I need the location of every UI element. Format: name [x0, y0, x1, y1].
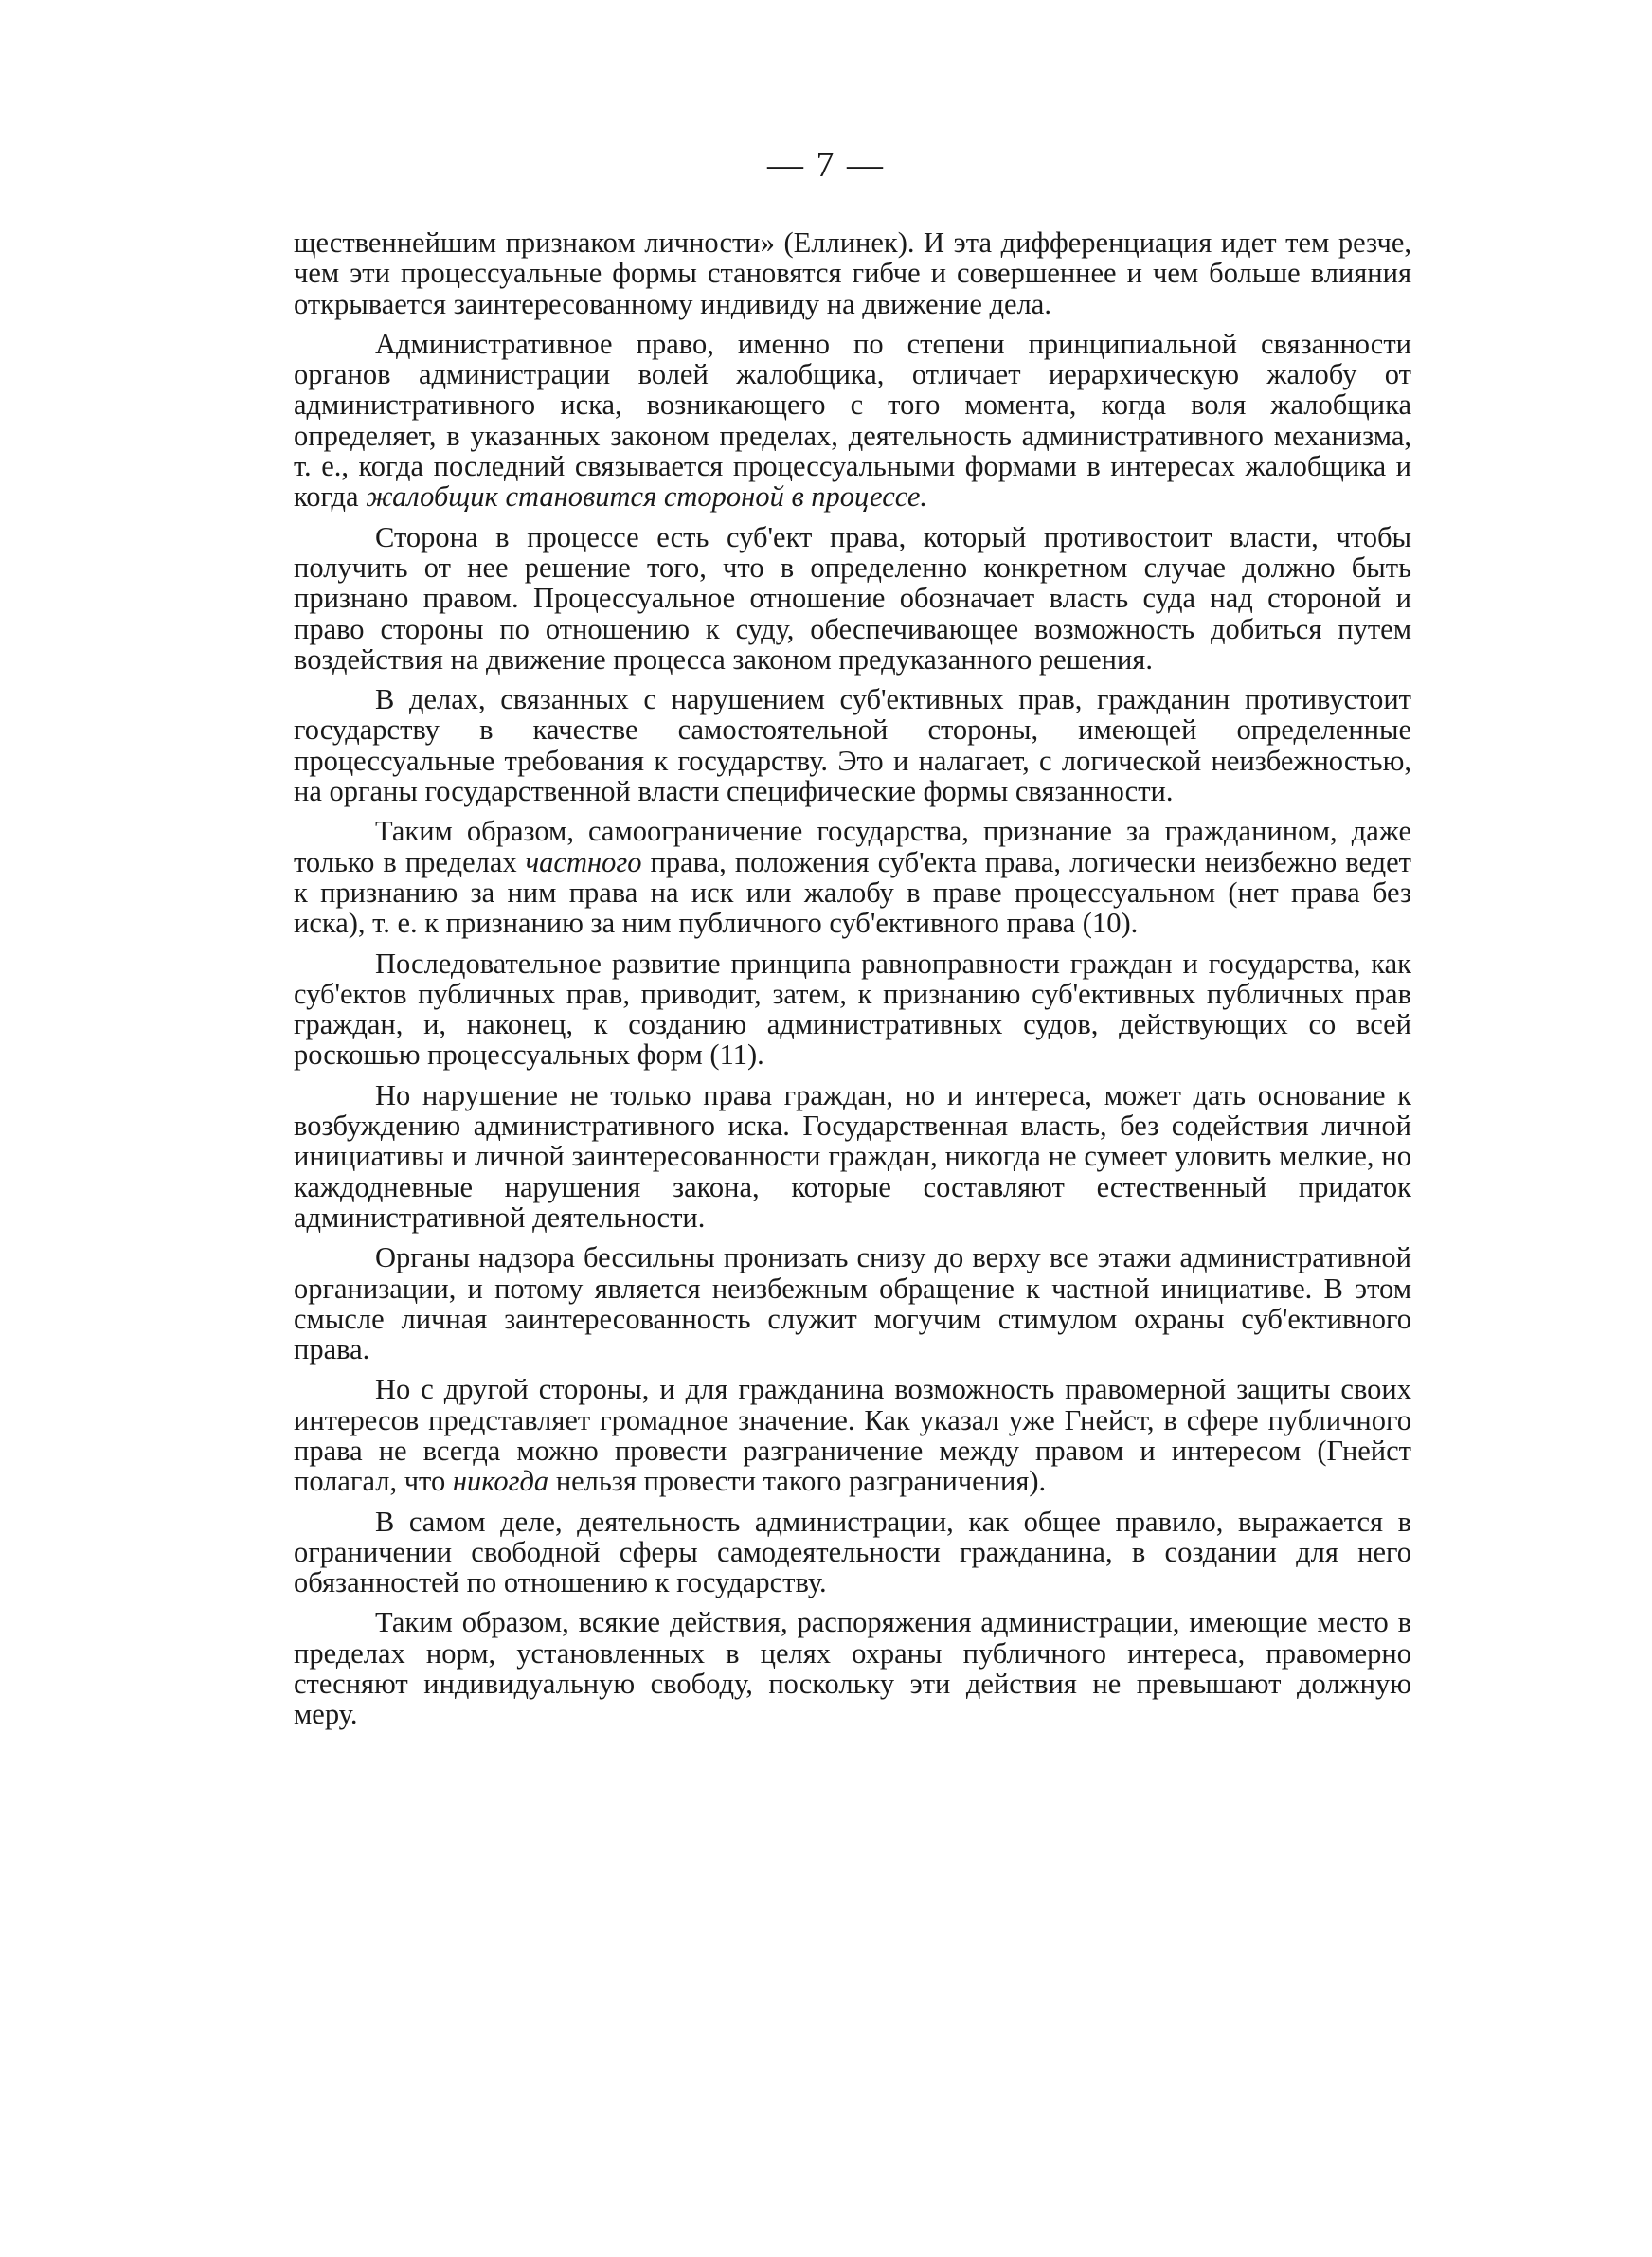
paragraph-text: щественнейшим признаком личности» (Еллинек). И эта дифференциация идет тем резче, чем эти процессуальные формы становятся гибче и совершеннее и чем больше влияния открывается заинтересованному индивиду на движение дела. — [294, 226, 1411, 320]
paragraph-text: Таким образом, всякие действия, распоряжения администрации, имеющие место в пределах норм, установленных в целях охраны публичного интереса, правомерно стесняют индивидуальную свободу, поскольку эти действия не превышают должную меру. — [294, 1606, 1411, 1731]
paragraph-text: В самом деле, деятельность администрации, как общее правило, выражается в ограничении свободной сферы самодеятельности гражданина, в создании для него обязанностей по отношению к государству. — [294, 1505, 1411, 1599]
page-number: — 7 — — [767, 145, 885, 185]
paragraph-text: нельзя провести такого разграничения). — [548, 1465, 1047, 1498]
paragraph — [294, 522, 1411, 675]
emphasized-text: жалобщик становится стороной в процессе. — [366, 480, 928, 514]
paragraph-text: Но с другой стороны, и для гражданина возможность правомерной защиты своих интересов представляет громадное значение. Как указал уже Гнейст, в сфере публичного права не всегда можно провести разграничение между правом и интересом (Гнейст полагал, что — [294, 1373, 1411, 1498]
paragraph-text: Сторона в процессе есть суб'ект права, который противостоит власти, чтобы получить от нее решение того, что в определенно конкретном случае должно быть признано правом. Процессуальное отношение обозначает власть суда над стороной и право стороны по отношению к суду, обеспечивающее возможность добиться путем воздействия на движение процесса законом предуказанного решения. — [294, 520, 1411, 676]
emphasized-text: никогда — [452, 1465, 549, 1498]
paragraph — [294, 816, 1411, 938]
text-body — [294, 227, 1411, 1740]
paragraph-text: Но нарушение не только права граждан, но и интереса, может дать основание к возбуждению административного иска. Государственная власть, без содействия личной инициативы и личной заинтересованности граждан, никогда не сумеет уловить мелкие, но каждодневные нарушения закона, которые составляют естественный придаток административной деятельности. — [294, 1078, 1411, 1234]
paragraph-text: Административное право, именно по степени принципиальной связанности органов администрации волей жалобщика, отличает иерархическую жалобу от административного иска, возникающего с того момента, когда воля жалобщика определяет, в указанных законом пределах, деятельность административного механизма, т. е., когда последний связывается процессуальными формами в интересах жалобщика и когда — [294, 327, 1411, 514]
paragraph — [294, 227, 1411, 319]
paragraph — [294, 684, 1411, 806]
paragraph-text: В делах, связанных с нарушением суб'ективных прав, гражданин противустоит государству в качестве самостоятельной стороны, имеющей определенные процессуальные требования к государству. Это и налагает, с логической неизбежностью, на органы государственной власти специфические формы связанности. — [294, 683, 1411, 808]
paragraph — [294, 1607, 1411, 1729]
paragraph — [294, 1242, 1411, 1364]
paragraph-text: Таким образом, самоограничение государства, признание за гражданином, даже только в пределах — [294, 815, 1411, 878]
paragraph-text: права, положения суб'екта права, логически неизбежно ведет к признанию за ним права на иск или жалобу в праве процессуальном (нет права без иска), т. е. к признанию за ним публичного суб'ективного права (10). — [294, 845, 1411, 940]
paragraph-text: Последовательное развитие принципа равноправности граждан и государства, как суб'ектов публичных прав, приводит, затем, к признанию суб'ективных публичных прав граждан, и, наконец, к созданию административных судов, действующих со всей роскошью процессуальных форм (11). — [294, 947, 1411, 1072]
paragraph — [294, 1080, 1411, 1233]
paragraph — [294, 948, 1411, 1071]
paragraph-text: Органы надзора бессильны пронизать снизу до верху все этажи административной организации, и потому является неизбежным обращение к частной инициативе. В этом смысле личная заинтересованность служит могучим стимулом охраны суб'ективного права. — [294, 1241, 1411, 1366]
emphasized-text: частного — [525, 845, 642, 878]
paragraph — [294, 329, 1411, 513]
paragraph — [294, 1507, 1411, 1598]
paragraph — [294, 1374, 1411, 1496]
